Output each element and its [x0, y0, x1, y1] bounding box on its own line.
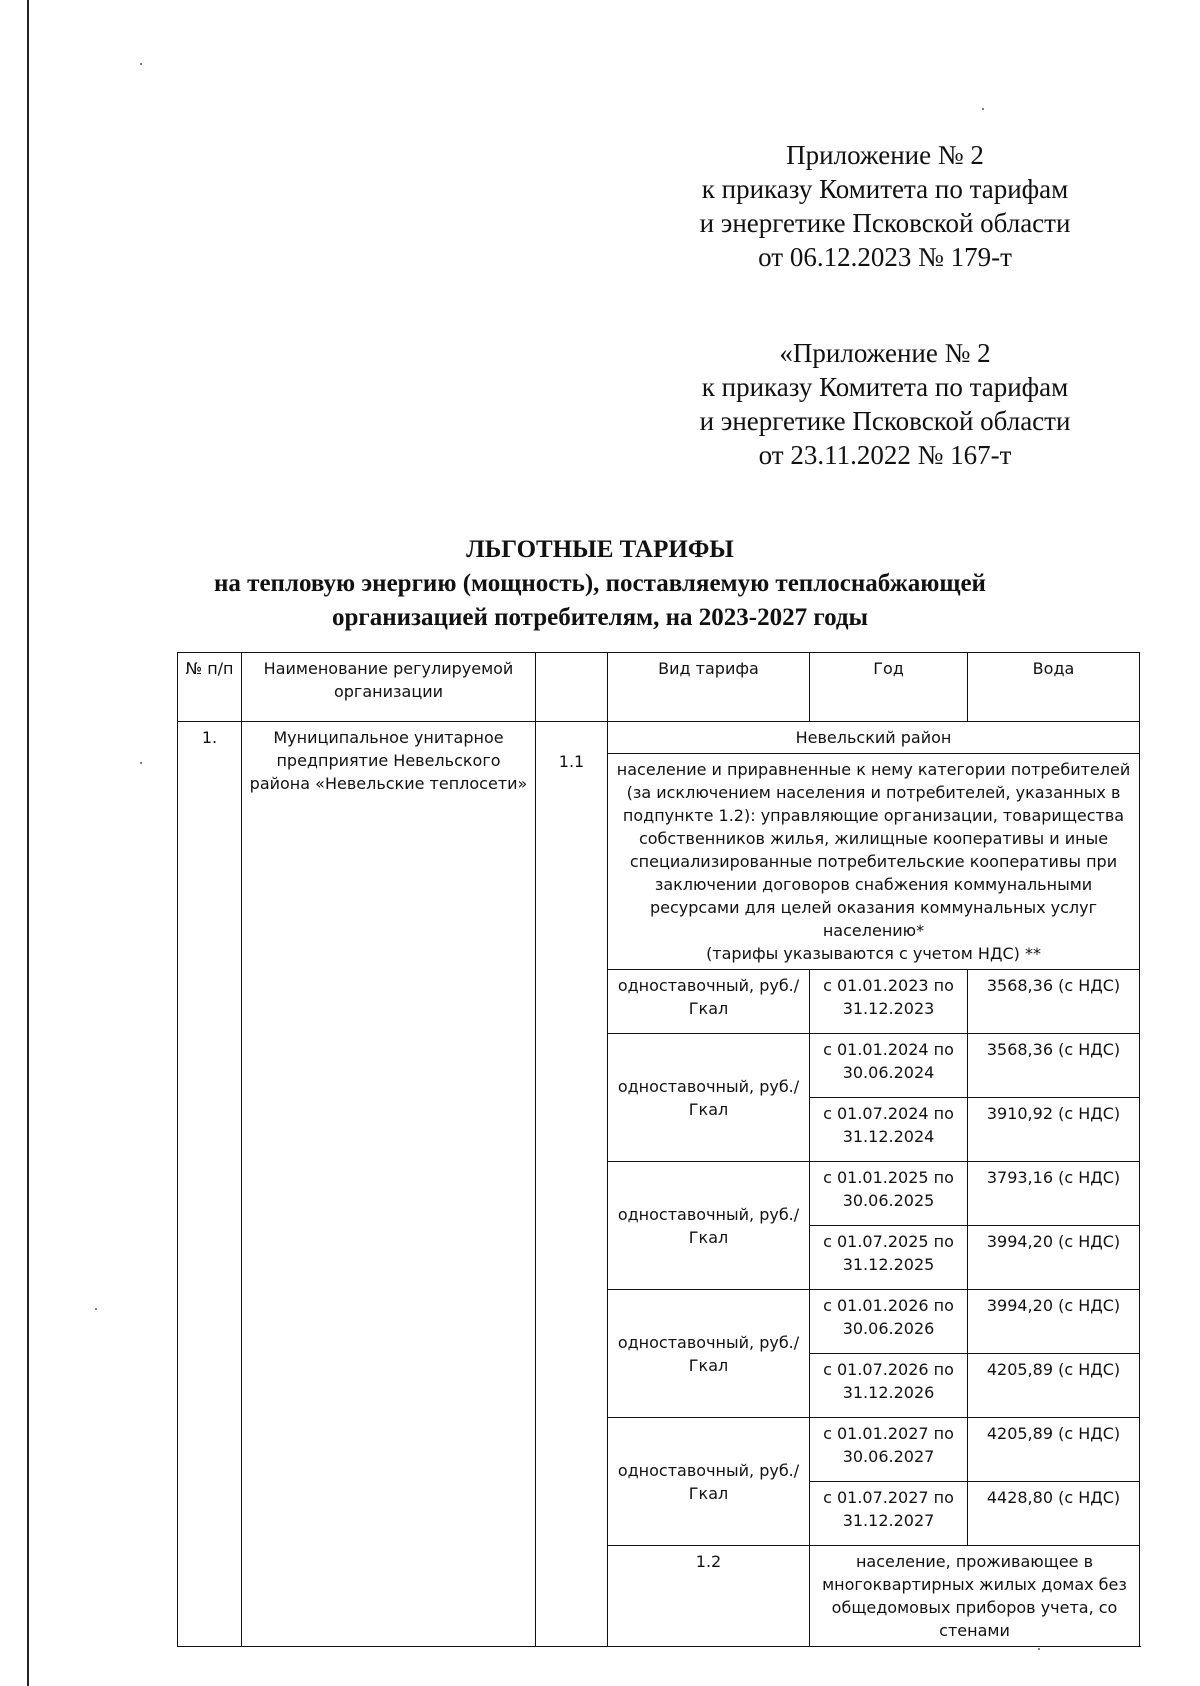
period-cell: с 01.07.2027 по 31.12.2027 — [810, 1482, 968, 1546]
tariff-type-cell: одноставочный, руб./Гкал — [608, 1162, 810, 1290]
header-water: Вода — [968, 653, 1140, 722]
header-subitem — [536, 653, 608, 722]
header-number: № п/п — [178, 653, 242, 722]
header-year: Год — [810, 653, 968, 722]
scan-speck — [140, 63, 142, 65]
period-cell: с 01.01.2026 по 30.06.2026 — [810, 1290, 968, 1354]
scan-speck — [982, 108, 984, 110]
value-cell: 4205,89 (с НДС) — [968, 1418, 1140, 1482]
value-cell: 4205,89 (с НДС) — [968, 1354, 1140, 1418]
title-line-2: на тепловую энергию (мощность), поставляемую теплоснабжающей — [214, 570, 986, 597]
consumer-category: население, проживающее в многоквартирных жилых домах без общедомовых приборов учета, со стенами — [810, 1546, 1140, 1647]
tariff-table — [177, 652, 1140, 1647]
table-row — [178, 722, 1140, 754]
appendix-date-line: от 06.12.2023 № 179-т — [758, 242, 1012, 272]
value-cell: 3568,36 (с НДС) — [968, 970, 1140, 1034]
scan-speck — [140, 762, 142, 764]
period-cell: с 01.01.2024 по 30.06.2024 — [810, 1034, 968, 1098]
consumer-category-text: население и приравненные к нему категории потребителей (за исключением населения и потребителей, указанных в подпункте 1.2): управляющие организации, товарищества собственников жилья, жилищные кооперативы и иные специализированные потребительские кооперативы при заключении договоров снабжения коммунальными ресурсами для целей оказания коммунальных услуг населению* — [616, 760, 1131, 940]
appendix-order-line: к приказу Комитета по тарифам — [701, 372, 1069, 402]
value-cell: 4428,80 (с НДС) — [968, 1482, 1140, 1546]
appendix-header-previous — [645, 336, 1125, 472]
period-cell: с 01.07.2025 по 31.12.2025 — [810, 1226, 968, 1290]
district-name: Невельский район — [608, 722, 1140, 754]
period-cell: с 01.01.2025 по 30.06.2025 — [810, 1162, 968, 1226]
appendix-committee-line: и энергетике Псковской области — [699, 406, 1071, 436]
tariff-type-cell: одноставочный, руб./Гкал — [608, 1034, 810, 1162]
vat-note: (тарифы указываются с учетом НДС) ** — [706, 944, 1041, 963]
row-number: 1. — [178, 722, 242, 1647]
tariff-type-cell: одноставочный, руб./Гкал — [608, 970, 810, 1034]
value-cell: 3910,92 (с НДС) — [968, 1098, 1140, 1162]
appendix-header-current — [645, 138, 1125, 274]
appendix-date-line: от 23.11.2022 № 167-т — [758, 440, 1012, 470]
value-cell: 3994,20 (с НДС) — [968, 1226, 1140, 1290]
value-cell: 3793,16 (с НДС) — [968, 1162, 1140, 1226]
value-cell: 3994,20 (с НДС) — [968, 1290, 1140, 1354]
appendix-title: Приложение № 2 — [786, 140, 984, 170]
tariff-type-cell: одноставочный, руб./Гкал — [608, 1290, 810, 1418]
scan-speck — [95, 1308, 97, 1310]
title-line-3: организацией потребителям, на 2023-2027 годы — [331, 604, 869, 631]
period-cell: с 01.01.2027 по 30.06.2027 — [810, 1418, 968, 1482]
tariff-type-cell: одноставочный, руб./Гкал — [608, 1418, 810, 1546]
appendix-committee-line: и энергетике Псковской области — [699, 208, 1071, 238]
subitem-code: 1.2 — [608, 1546, 810, 1647]
title-line-1: ЛЬГОТНЫЕ ТАРИФЫ — [466, 536, 734, 563]
period-cell: с 01.01.2023 по 31.12.2023 — [810, 970, 968, 1034]
appendix-title: «Приложение № 2 — [779, 338, 991, 368]
scan-speck — [1038, 1648, 1040, 1650]
consumer-category — [608, 754, 1140, 970]
period-cell: с 01.07.2026 по 31.12.2026 — [810, 1354, 968, 1418]
document-title — [150, 533, 1050, 635]
header-organization: Наименование регулируемой организации — [242, 653, 536, 722]
appendix-order-line: к приказу Комитета по тарифам — [701, 174, 1069, 204]
value-cell: 3568,36 (с НДС) — [968, 1034, 1140, 1098]
page-edge-line — [27, 0, 29, 1686]
header-tariff-type: Вид тарифа — [608, 653, 810, 722]
table-header-row — [178, 653, 1140, 722]
organization-name: Муниципальное унитарное предприятие Невельского района «Невельские теплосети» — [242, 722, 536, 1647]
subitem-code: 1.1 — [536, 722, 608, 1647]
period-cell: с 01.07.2024 по 31.12.2024 — [810, 1098, 968, 1162]
